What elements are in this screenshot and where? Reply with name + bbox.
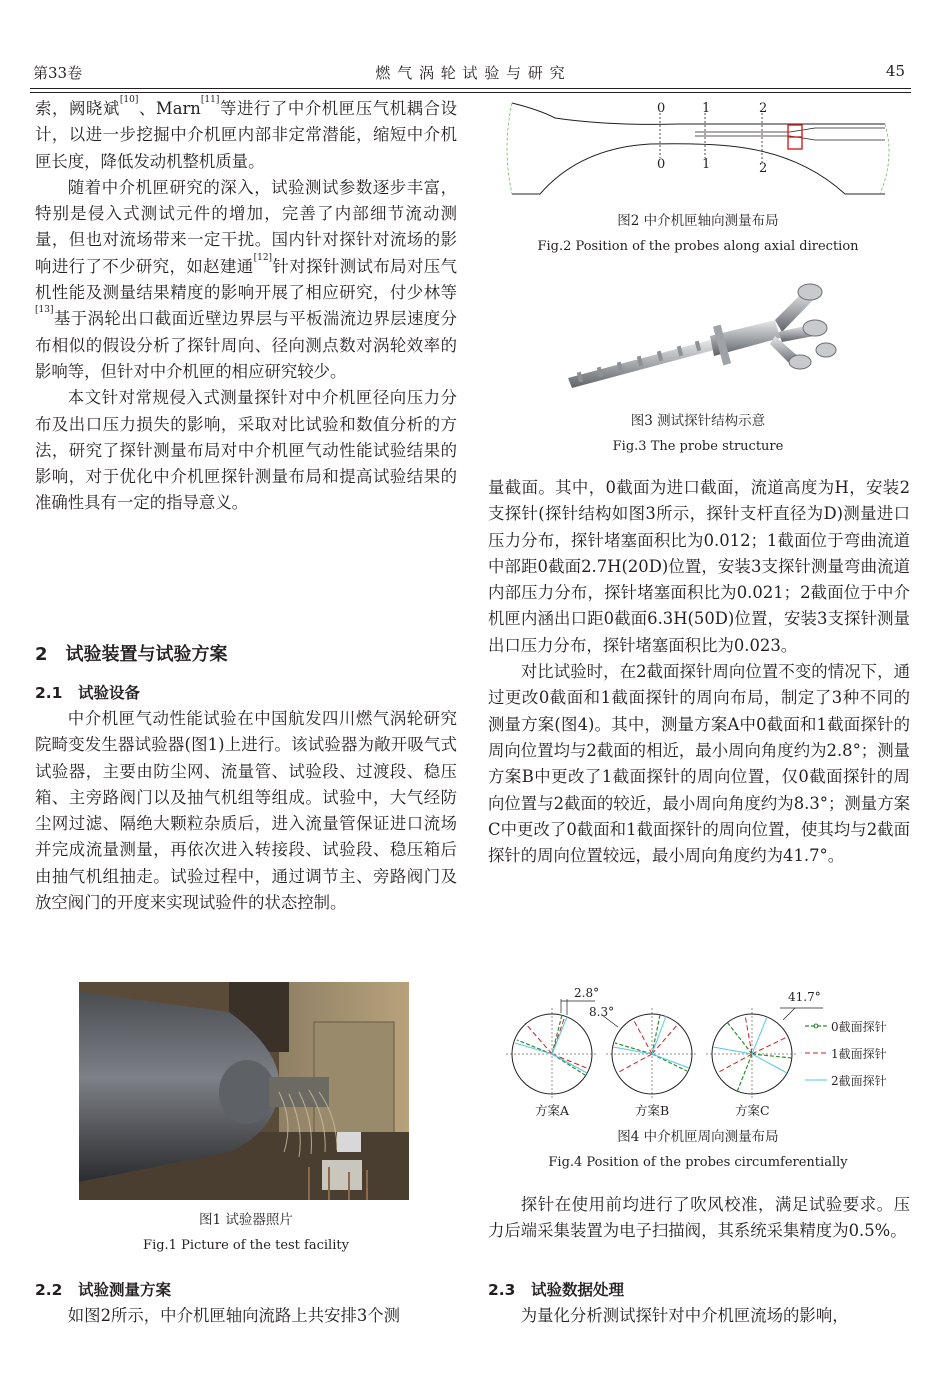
legend-item: 1截面探针 — [831, 1047, 887, 1061]
subsection-heading: 2.1 试验设备 — [35, 684, 140, 702]
scheme-label-b: 方案B — [635, 1103, 670, 1118]
right-column-end — [488, 1303, 910, 1329]
paragraph: 本文针对常规侵入式测量探针对中介机匣径向压力分布及出口压力损失的影响，采取对比试验和数值分析的方法，研究了探针测量布局对中介机匣气动性能试验结果的影响，对于优化中介机匣探针测量布局和提高试验结果的准确性具有一定的指导意义。 — [35, 388, 457, 513]
angle-label-c: 41.7° — [788, 990, 821, 1004]
paragraph: 探针在使用前均进行了吹风校准，满足试验要求。压力后端采集装置为电子扫描阀，其系统采集精度为0.5%。 — [488, 1195, 910, 1241]
legend-item: 0截面探针 — [831, 1020, 887, 1034]
section-label: 0 — [657, 157, 666, 172]
right-column-top — [488, 475, 910, 869]
legend-item: 2截面探针 — [831, 1074, 887, 1088]
fig2-caption-cn: 图2 中介机匣轴向测量布局 — [617, 213, 779, 229]
header-volume: 第33卷 — [33, 64, 83, 82]
fig2-caption-en: Fig.2 Position of the probes along axial direction — [537, 239, 859, 254]
angle-label-b: 8.3° — [589, 1005, 615, 1019]
header-journal: 燃 气 涡 轮 试 验 与 研 究 — [375, 64, 566, 82]
axial-layout-diagram — [500, 98, 900, 204]
fig3-caption-cn: 图3 测试探针结构示意 — [630, 413, 766, 429]
paragraph: 量截面。其中，0截面为进口截面，流道高度为H，安装2支探针(探针结构如图3所示，探针支杆直径为D)测量进口压力分布，探针堵塞面积比为0.012；1截面位于弯曲流道中部距0截面2.7H(20D)位置，安装3支探针测量弯曲流道内部压力分布，探针堵塞面积比为0.021；2截面位于中介机匣内涵出口距0截面6.3H(50D)位置，安装3支探针测量出口压力分布，探针堵塞面积比为0.023。 — [488, 478, 910, 655]
circumferential-layout-diagram — [505, 985, 915, 1120]
section-label: 2 — [759, 101, 768, 116]
fig4-caption-en: Fig.4 Position of the probes circumferentially — [548, 1155, 848, 1170]
subsection-heading: 2.3 试验数据处理 — [488, 1281, 624, 1299]
section-label: 1 — [702, 157, 711, 172]
test-facility-photo — [79, 982, 409, 1200]
scheme-label-c: 方案C — [735, 1103, 770, 1118]
right-column-bottom — [488, 1192, 910, 1245]
left-column-bottom — [35, 1303, 457, 1329]
fig4-caption-cn: 图4 中介机匣周向测量布局 — [617, 1129, 779, 1145]
paragraph: 为量化分析测试探针对中介机匣流场的影响， — [520, 1306, 849, 1325]
paragraph: 对比试验时，在2截面探针周向位置不变的情况下，通过更改0截面和1截面探针的周向布局，制定了3种不同的测量方案(图4)。其中，测量方案A中0截面和1截面探针的周向位置均与2截面的相近，最小周向角度约为2.8°；测量方案B中更改了1截面探针的周向位置，仅0截面探针的周向位置与2截面的较近，最小周向角度约为8.3°；测量方案C中更改了0截面和1截面探针的周向位置，使其均与2截面探针的周向位置较远，最小周向角度约为41.7°。 — [488, 662, 910, 866]
paragraph: 随着中介机匣研究的深入，试验测试参数逐步丰富，特别是侵入式测试元件的增加，完善了内部细节流动测量，但也对流场带来一定干扰。国内针对探针对流场的影响进行了不少研究，如赵建通[12]针对探针测试布局对压气机性能及测量结果精度的影响开展了相应研究，付少林等[13]基于涡轮出口截面近壁边界层与平板湍流边界层速度分布相似的假设分析了探针周向、径向测点数对涡轮效率的影响等，但针对中介机匣的相应研究较少。 — [35, 177, 458, 381]
header-rule — [30, 88, 911, 89]
subsection-heading: 2.2 试验测量方案 — [35, 1281, 171, 1299]
angle-label-a: 2.8° — [574, 986, 600, 1000]
scheme-label-a: 方案A — [535, 1103, 570, 1118]
fig1-caption-en: Fig.1 Picture of the test facility — [143, 1238, 349, 1253]
section-label: 0 — [657, 101, 666, 116]
section-heading: 2 试验装置与试验方案 — [35, 644, 228, 665]
fig3-caption-en: Fig.3 The probe structure — [612, 439, 784, 454]
section-label: 1 — [702, 101, 711, 116]
header-rule-thin — [30, 92, 911, 93]
section-label: 2 — [759, 161, 768, 176]
left-column-body — [35, 706, 457, 916]
paragraph: 索，阙晓斌[10]、Marn[11]等进行了中介机匣压气机耦合设计，以进一步挖掘中介机匣内部非定常潜能，缩短中介机匣长度，降低发动机整机质量。 — [35, 95, 458, 171]
probe-structure-illustration — [560, 270, 840, 402]
left-column-top — [35, 96, 457, 517]
paragraph: 中介机匣气动性能试验在中国航发四川燃气涡轮研究院畸变发生器试验器(图1)上进行。该试验器为敞开吸气式试验器，主要由防尘网、流量管、试验段、过渡段、稳压箱、主旁路阀门以及抽气机组等组成。试验中，大气经防尘网过滤、隔绝大颗粒杂质后，进入流量管保证进口流场并完成流量测量，再依次进入转接段、试验段、稳压箱后由抽气机组抽走。试验过程中，通过调节主、旁路阀门及放空阀门的开度来实现试验件的状态控制。 — [35, 709, 457, 913]
header-page-number: 45 — [885, 62, 905, 80]
paragraph: 如图2所示，中介机匣轴向流路上共安排3个测 — [67, 1306, 401, 1325]
fig1-caption-cn: 图1 试验器照片 — [199, 1212, 293, 1228]
